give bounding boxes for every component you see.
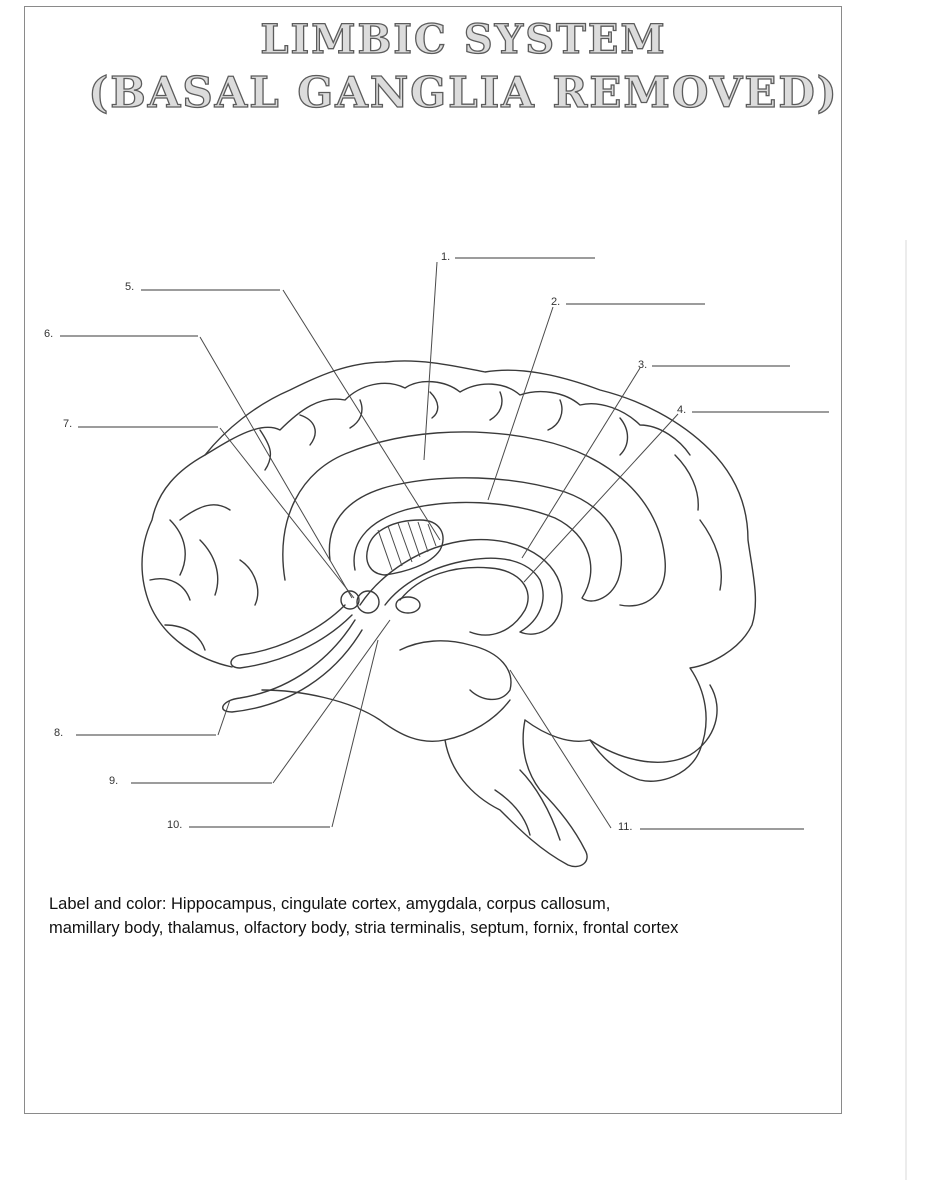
olfactory-tract bbox=[231, 605, 352, 668]
thalamus-hatching bbox=[378, 522, 436, 570]
label-number-10: 10. bbox=[167, 819, 183, 831]
leader-2 bbox=[488, 307, 553, 500]
label-number-6: 6. bbox=[44, 328, 54, 340]
label-number-2: 2. bbox=[551, 296, 561, 308]
label-number-3: 3. bbox=[638, 359, 648, 371]
cortex-gyri-mid bbox=[150, 392, 721, 650]
leader-7 bbox=[220, 428, 354, 598]
instructions-line-2: mamillary body, thalamus, olfactory body, stria terminalis, septum, fornix, frontal cortex bbox=[49, 919, 679, 937]
olfactory-bulb bbox=[223, 620, 362, 712]
label-number-9: 9. bbox=[109, 775, 119, 787]
label-number-5: 5. bbox=[125, 281, 135, 293]
leader-5 bbox=[283, 290, 440, 540]
worksheet-title: LIMBIC SYSTEM bbox=[260, 16, 667, 63]
brainstem-detail bbox=[495, 770, 560, 840]
instructions-line-1: Label and color: Hippocampus, cingulate cortex, amygdala, corpus callosum, bbox=[49, 895, 611, 913]
frontal-folds bbox=[170, 520, 258, 605]
cerebellum bbox=[590, 685, 717, 762]
label-number-7: 7. bbox=[63, 418, 73, 430]
cortex-gyri-top bbox=[205, 382, 690, 455]
amygdala bbox=[396, 597, 420, 613]
instructions bbox=[49, 892, 829, 940]
brainstem bbox=[445, 720, 587, 867]
hippocampus bbox=[400, 641, 511, 700]
leader-9 bbox=[273, 620, 390, 783]
fornix bbox=[360, 540, 562, 635]
leader-1 bbox=[424, 262, 437, 460]
leader-3 bbox=[522, 368, 640, 558]
thalamus bbox=[367, 520, 443, 575]
worksheet-subtitle: (BASAL GANGLIA REMOVED) bbox=[88, 68, 839, 117]
label-number-8: 8. bbox=[54, 727, 64, 739]
label-number-1: 1. bbox=[441, 251, 451, 263]
label-number-11: 11. bbox=[618, 821, 633, 833]
temporal-lobe bbox=[262, 690, 510, 741]
leader-6 bbox=[200, 337, 352, 598]
leader-4 bbox=[524, 414, 678, 582]
label-number-4: 4. bbox=[677, 404, 687, 416]
